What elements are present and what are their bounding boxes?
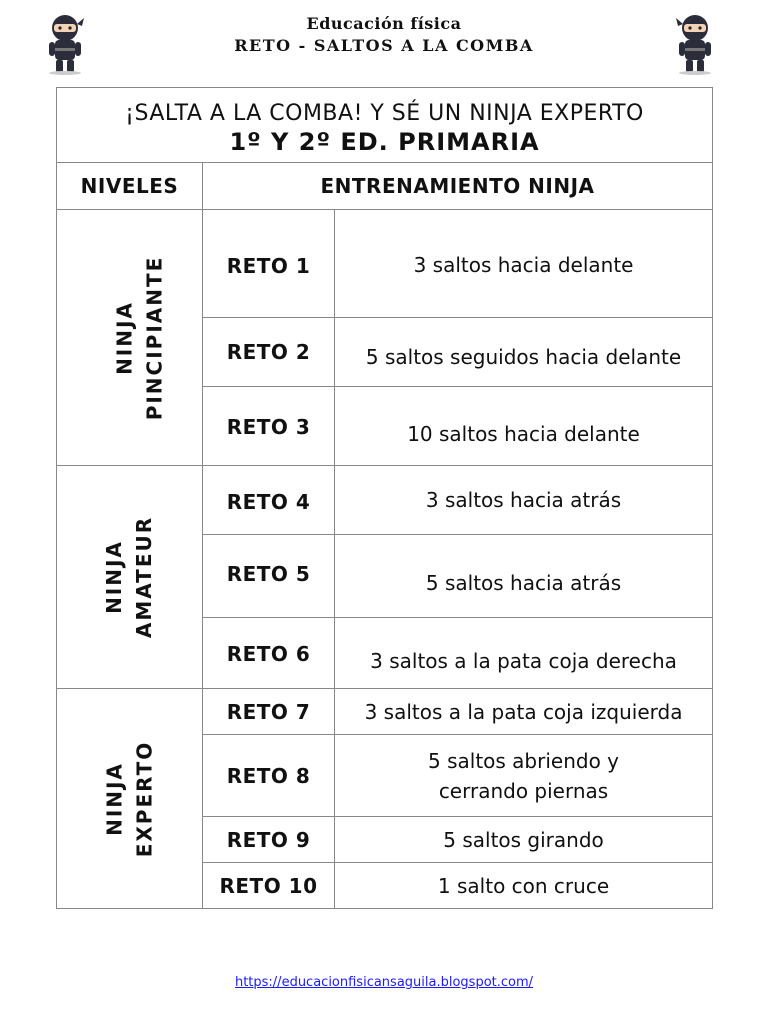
reto-label: RETO 1 [203,210,335,318]
reto-description: 3 saltos hacia delante [335,210,713,318]
reto-label: RETO 8 [203,735,335,817]
reto-description: 3 saltos a la pata coja derecha [335,618,713,689]
reto-description: 5 saltos hacia atrás [335,535,713,618]
level-label-line2: PINCIPIANTE [142,255,167,420]
column-header-levels: NIVELES [57,163,203,210]
column-header-training: ENTRENAMIENTO NINJA [203,163,713,210]
level-amateur [57,466,203,689]
reto-label: RETO 5 [203,535,335,618]
reto-label: RETO 10 [203,863,335,909]
reto-label: RETO 2 [203,318,335,387]
reto-description: 3 saltos hacia atrás [335,466,713,535]
footer-blog-link[interactable]: https://educacionfisicansaguila.blogspot.com/ [234,975,534,990]
reto-description: 10 saltos hacia delante [335,387,713,466]
reto-description: 5 saltos seguidos hacia delante [335,318,713,387]
reto-label: RETO 9 [203,817,335,863]
level-beginner [57,210,203,466]
level-label-line2: AMATEUR [132,515,157,639]
table-title-cell [57,88,713,163]
challenge-table [56,87,713,909]
reto-label: RETO 3 [203,387,335,466]
table-title: ¡SALTA A LA COMBA! Y SÉ UN NINJA EXPERTO [125,100,644,126]
level-label-line2: EXPERTO [132,740,157,857]
level-expert [57,689,203,909]
reto-description: 5 saltos girando [335,817,713,863]
reto-label: RETO 4 [203,466,335,535]
table-subtitle: 1º Y 2º ED. PRIMARIA [229,127,540,156]
level-label-line1: NINJA [102,761,127,836]
reto-label: RETO 7 [203,689,335,735]
reto-description: 1 salto con cruce [335,863,713,909]
reto-label: RETO 6 [203,618,335,689]
level-label-line1: NINJA [102,540,127,614]
reto-description: 5 saltos abriendo y cerrando piernas [335,735,713,817]
header-subject: Educación física [306,14,462,33]
header-title: RETO - SALTOS A LA COMBA [234,36,534,55]
reto-description: 3 saltos a la pata coja izquierda [335,689,713,735]
level-label-line1: NINJA [112,300,137,375]
